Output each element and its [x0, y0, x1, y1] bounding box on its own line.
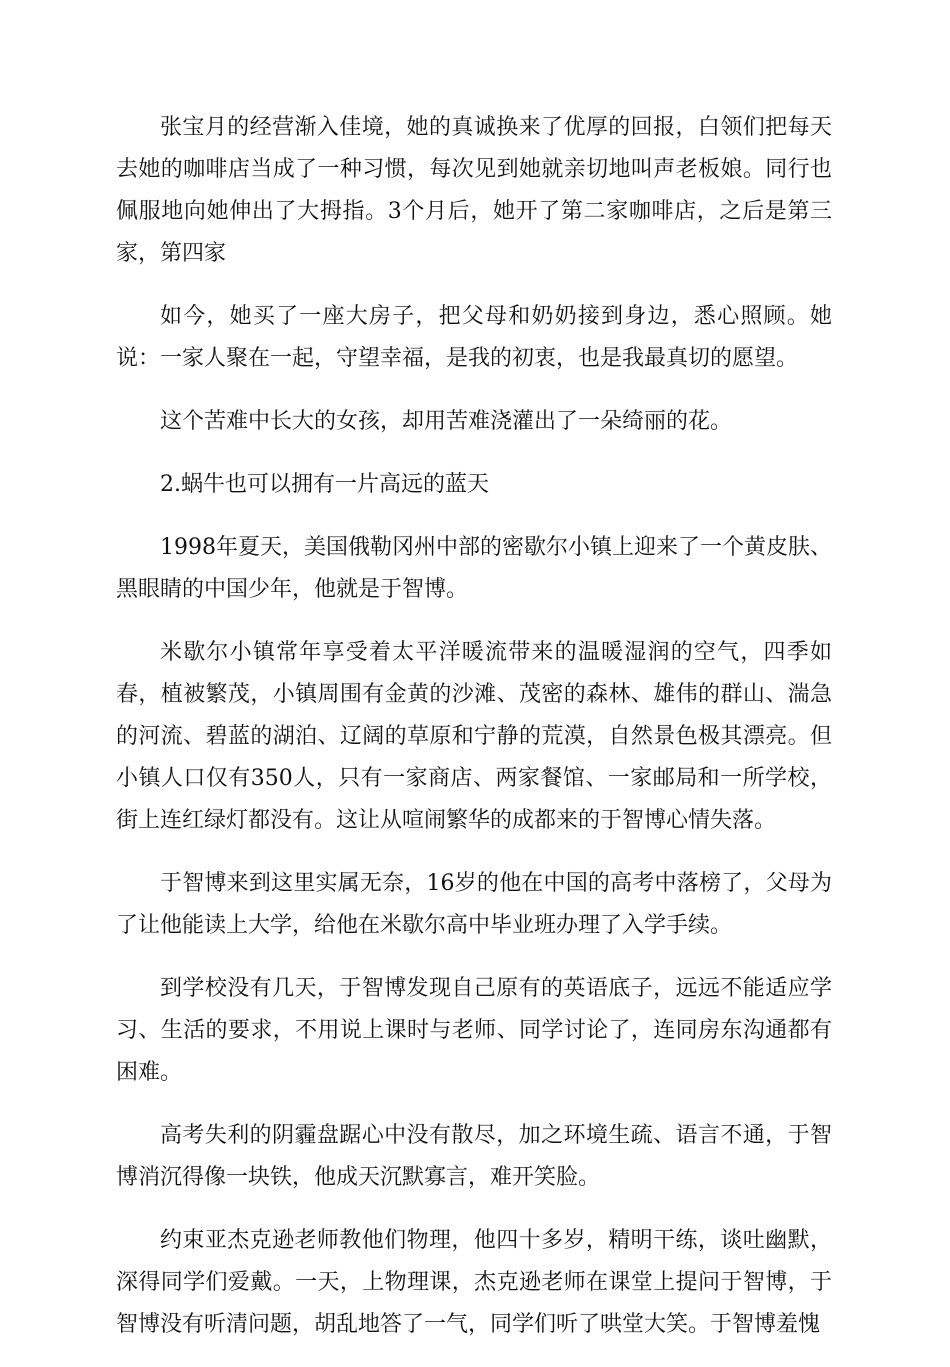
paragraph: 到学校没有几天，于智博发现自己原有的英语底子，远远不能适应学习、生活的要求，不用说上课时与老师、同学讨论了，连同房东沟通都有困难。: [116, 976, 832, 1085]
paragraph: 米歇尔小镇常年享受着太平洋暖流带来的温暖湿润的空气，四季如春，植被繁茂，小镇周围有金黄的沙滩、茂密的森林、雄伟的群山、湍急的河流、碧蓝的湖泊、辽阔的草原和宁静的荒漠，自然景色极其漂亮。但小镇人口仅有350人，只有一家商店、两家餐馆、一家邮局和一所学校，街上连红绿灯都没有。这让从喧闹繁华的成都来的于智博心情失落。: [116, 640, 832, 833]
paragraph: 约束亚杰克逊老师教他们物理，他四十多岁，精明干练，谈吐幽默，深得同学们爱戴。一天，上物理课，杰克逊老师在课堂上提问于智博，于智博没有听清问题，胡乱地答了一气，同学们听了哄堂大笑。于智博羞愧: [116, 1228, 832, 1337]
section-heading: 2.蜗牛也可以拥有一片高远的蓝天: [160, 472, 489, 497]
paragraph: 于智博来到这里实属无奈，16岁的他在中国的高考中落榜了，父母为了让他能读上大学，给他在米歇尔高中毕业班办理了入学手续。: [116, 871, 832, 938]
paragraph: 这个苦难中长大的女孩，却用苦难浇灌出了一朵绮丽的花。: [160, 409, 733, 434]
paragraph: 高考失利的阴霾盘踞心中没有散尽，加之环境生疏、语言不通，于智博消沉得像一块铁，他成天沉默寡言，难开笑脸。: [116, 1123, 832, 1190]
paragraph: 如今，她买了一座大房子，把父母和奶奶接到身边，悉心照顾。她说：一家人聚在一起，守望幸福，是我的初衷，也是我最真切的愿望。: [116, 304, 832, 371]
paragraph: 张宝月的经营渐入佳境，她的真诚换来了优厚的回报，白领们把每天去她的咖啡店当成了一种习惯，每次见到她就亲切地叫声老板娘。同行也佩服地向她伸出了大拇指。3个月后，她开了第二家咖啡店，之后是第三家，第四家: [116, 115, 832, 266]
document-body: [116, 107, 832, 1367]
paragraph: 1998年夏天，美国俄勒冈州中部的密歇尔小镇上迎来了一个黄皮肤、黑眼睛的中国少年，他就是于智博。: [116, 535, 832, 602]
